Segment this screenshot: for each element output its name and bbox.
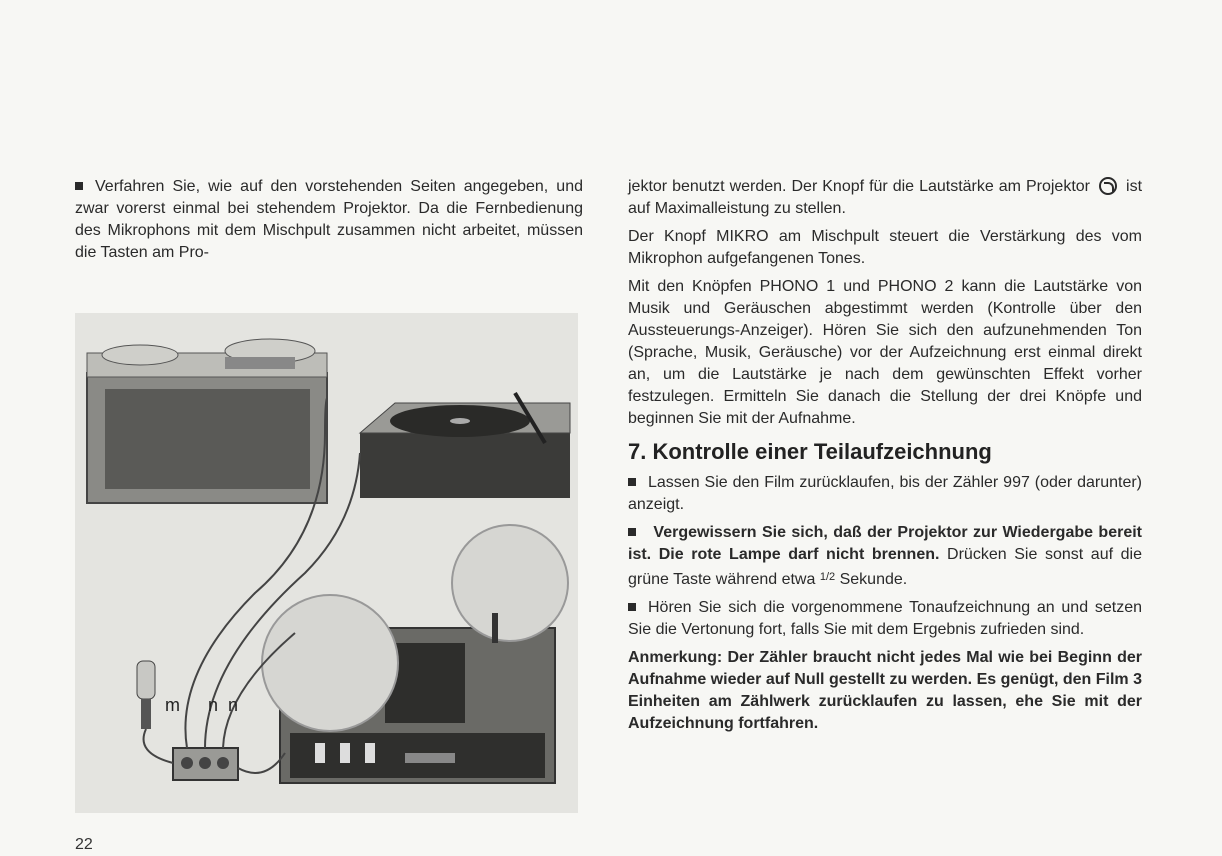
turntable-icon — [360, 393, 570, 498]
bullet-2-fraction: 1/2 — [819, 571, 836, 583]
right-column — [628, 176, 1142, 741]
bullet-2 — [628, 522, 1142, 591]
left-column — [75, 176, 583, 270]
right-paragraph-2: Der Knopf MIKRO am Mischpult steuert die Verstärkung des vom Mikrophon aufgefangenen Tones. — [628, 228, 1142, 267]
right-paragraph-3: Mit den Knöpfen PHONO 1 und PHONO 2 kann die Lautstärke von Musik und Geräuschen abgestimmt werden (Kontrolle über den Aussteuerungs-Anzeiger). Hören Sie sich den aufzunehmenden Ton (Sprache, Musik, Geräusche) vor der Aufzeichnung erst einmal direkt an, um die Lautstärke je nach dem gewünschten Effekt vorher festzulegen. Ermitteln Sie danach die Stellung der drei Knöpfe und beginnen Sie mit der Aufnahme. — [628, 278, 1142, 427]
tape-recorder-icon — [87, 339, 327, 503]
label-n-2: n — [228, 695, 239, 715]
bullet-2-rest-b: Sekunde. — [839, 571, 908, 588]
left-paragraph-1: Verfahren Sie, wie auf den vorstehenden Seiten angegeben, und zwar vorerst einmal bei stehendem Projektor. Da die Fernbedienung des Mikrophons mit dem Mischpult zusammen nicht arbeitet, müssen die Tasten am Pro- — [75, 176, 583, 264]
right-paragraph-1-a: jektor benutzt werden. Der Knopf für die Lautstärke am Projektor — [628, 178, 1091, 195]
bullet-3: Hören Sie sich die vorgenommene Tonaufzeichnung an und setzen Sie die Vertonung fort, falls Sie mit dem Ergebnis zufrieden sind. — [628, 597, 1142, 641]
equipment-photo — [75, 313, 578, 813]
label-m: m — [165, 695, 180, 715]
note-paragraph: Anmerkung: Der Zähler braucht nicht jedes Mal wie bei Beginn der Aufnahme wieder auf Null gestellt zu werden. Es genügt, den Film 3 Einheiten am Zählwerk zurücklaufen zu lassen, ehe Sie mit der Aufzeichnung fortfahren. — [628, 649, 1142, 732]
volume-knob-icon — [1099, 177, 1117, 195]
page-number: 22 — [75, 836, 93, 853]
label-n-1: n — [208, 695, 219, 715]
bullet-1: Lassen Sie den Film zurücklaufen, bis der Zähler 997 (oder darunter) anzeigt. — [628, 472, 1142, 516]
right-paragraph-1 — [628, 176, 1142, 220]
bullet-2-bold: Vergewissern Sie sich, daß der Projektor zur Wiedergabe bereit ist. Die rote Lampe darf nicht brennen. — [628, 524, 1142, 563]
equipment-illustration — [75, 313, 578, 813]
mixer-icon — [173, 748, 238, 780]
section-heading: 7. Kontrolle einer Teilaufzeichnung — [628, 439, 992, 464]
right-paragraph-1-b: ist auf Maximalleistung zu stellen. — [628, 178, 1143, 217]
bullet-2-rest-a: Drücken Sie sonst auf die grüne Taste während etwa — [628, 546, 1142, 588]
